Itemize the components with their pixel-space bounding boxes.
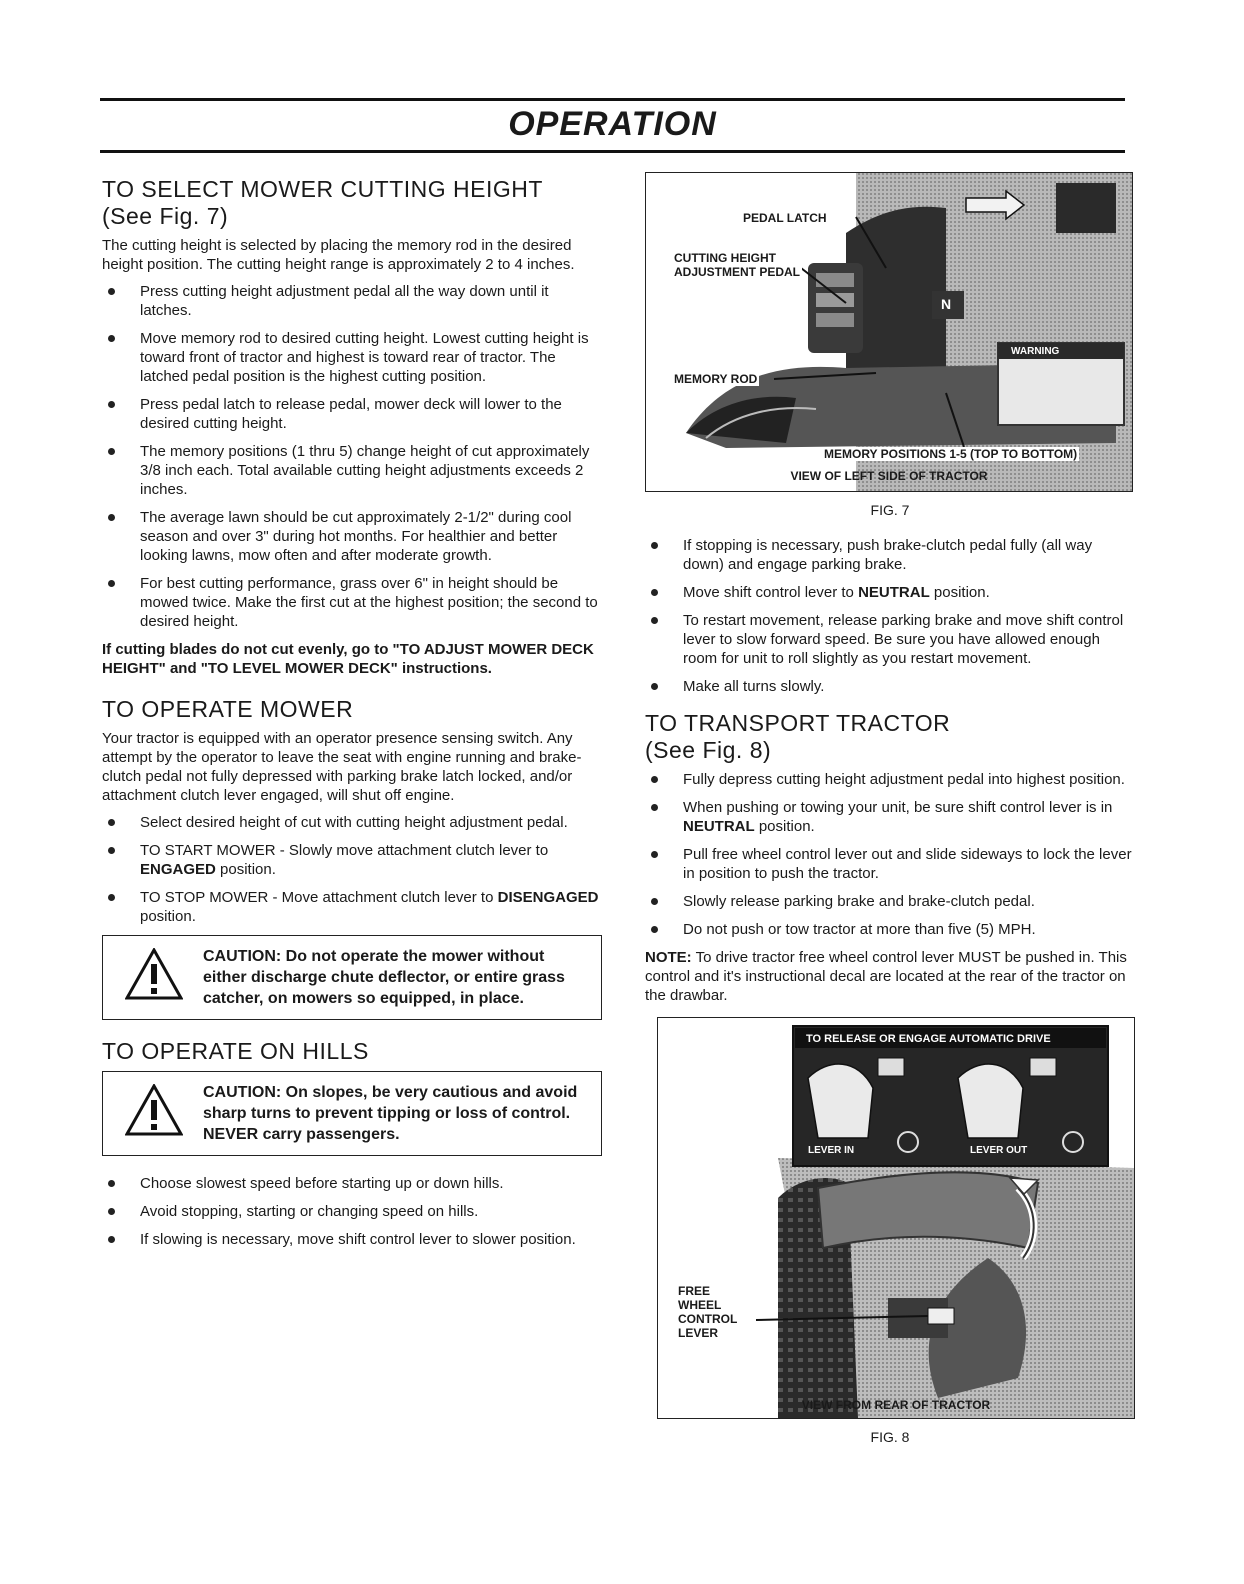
list-item: Make all turns slowly. [645, 677, 1135, 696]
list-item: If slowing is necessary, move shift control lever to slower position. [102, 1230, 602, 1249]
bullet-icon [108, 288, 115, 295]
fig8-label-view: VIEW FROM REAR OF TRACTOR [801, 1398, 991, 1412]
fig7-neutral-decal: N [941, 296, 952, 312]
list-item: Pull free wheel control lever out and slide sideways to lock the lever in position to push the tractor. [645, 845, 1135, 883]
fig8-figure [657, 1017, 1135, 1419]
bullet-icon [108, 580, 115, 587]
fig8-caption: FIG. 8 [870, 1429, 910, 1445]
transport-heading [645, 710, 1135, 764]
operate-mower-heading [102, 696, 602, 723]
bullet-icon [651, 804, 658, 811]
bullet-icon [651, 683, 658, 690]
fig8-illustration [658, 1018, 1134, 1418]
bullet-icon [108, 1208, 115, 1215]
bullet-icon [108, 401, 115, 408]
fig8-decal-title: TO RELEASE OR ENGAGE AUTOMATIC DRIVE [806, 1033, 1051, 1045]
cutting-height-list [102, 282, 602, 631]
transport-subtitle: (See Fig. 8) [645, 737, 772, 763]
fig7-label-memory-positions: MEMORY POSITIONS 1-5 (TOP TO BOTTOM) [824, 447, 1078, 461]
list-item: TO STOP MOWER - Move attachment clutch lever to DISENGAGED position. [102, 888, 602, 926]
bullet-icon [108, 819, 115, 826]
cutting-height-intro: The cutting height is selected by placing the memory rod in the desired height position. The cutting height range is approximately 2 to 4 inches. [102, 237, 575, 273]
hills-list [102, 1174, 602, 1249]
list-item: The memory positions (1 thru 5) change height of cut approximately 3/8 inch each. Total available cutting height adjustments exceeds 2 inches. [102, 442, 602, 499]
list-item: When pushing or towing your unit, be sure shift control lever is in NEUTRAL position. [645, 798, 1135, 836]
fig7-label-cutting-height: CUTTING HEIGHT ADJUSTMENT PEDAL [674, 251, 801, 279]
operate-mower-intro: Your tractor is equipped with an operator presence sensing switch. Any attempt by the operator to leave the seat with engine running and brake-clutch pedal not fully depressed with parking brake latch locked, and/or attachment clutch lever engaged, will shut off engine. [102, 730, 582, 804]
mower-caution-text: CAUTION: Do not operate the mower without either discharge chute deflector, or entire grass catcher, on mowers so equipped, in place. [203, 948, 565, 1007]
transport-title: TO TRANSPORT TRACTOR [645, 710, 951, 736]
warning-triangle-icon [125, 948, 183, 1000]
list-item: Choose slowest speed before starting up or down hills. [102, 1174, 602, 1193]
hills-title: TO OPERATE ON HILLS [102, 1038, 369, 1064]
list-item: Avoid stopping, starting or changing speed on hills. [102, 1202, 602, 1221]
fig8-label-free-wheel: FREE WHEEL CONTROL LEVER [678, 1284, 738, 1340]
bullet-icon [108, 335, 115, 342]
bullet-icon [108, 847, 115, 854]
bullet-icon [108, 894, 115, 901]
bullet-icon [651, 589, 658, 596]
list-item: Press pedal latch to release pedal, mower deck will lower to the desired cutting height. [102, 395, 602, 433]
list-item: Move memory rod to desired cutting height. Lowest cutting height is toward front of tractor and highest is toward rear of tractor. The latched pedal position is the highest cutting position. [102, 329, 602, 386]
header-rule-bottom [100, 150, 1125, 153]
fig7-label-memory-rod: MEMORY ROD [674, 372, 758, 386]
hills-heading [102, 1038, 602, 1065]
hills-caution-box [102, 1071, 602, 1156]
bullet-icon [651, 926, 658, 933]
mower-caution-box [102, 935, 602, 1020]
cutting-height-note: If cutting blades do not cut evenly, go to "TO ADJUST MOWER DECK HEIGHT" and "TO LEVEL MOWER DECK" instructions. [102, 641, 594, 677]
list-item: Slowly release parking brake and brake-clutch pedal. [645, 892, 1135, 911]
list-item: Select desired height of cut with cutting height adjustment pedal. [102, 813, 602, 832]
warning-triangle-icon [125, 1084, 183, 1136]
list-item: TO START MOWER - Slowly move attachment clutch lever to ENGAGED position. [102, 841, 602, 879]
list-item: Move shift control lever to NEUTRAL position. [645, 583, 1135, 602]
list-item: Press cutting height adjustment pedal all the way down until it latches. [102, 282, 602, 320]
transport-note: NOTE: To drive tractor free wheel control lever MUST be pushed in. This control and it's instructional decal are located at the rear of the tractor on the drawbar. [645, 949, 1127, 1004]
header-rule-top [100, 98, 1125, 101]
list-item: If stopping is necessary, push brake-clutch pedal fully (all way down) and engage parking brake. [645, 536, 1135, 574]
page-title: OPERATION [508, 105, 717, 143]
bullet-icon [651, 898, 658, 905]
fig8-lever-out-label: LEVER OUT [970, 1145, 1028, 1156]
fig7-label-pedal-latch: PEDAL LATCH [743, 211, 827, 225]
bullet-icon [651, 617, 658, 624]
list-item: Do not push or tow tractor at more than five (5) MPH. [645, 920, 1135, 939]
bullet-icon [651, 851, 658, 858]
fig7-illustration [646, 173, 1132, 491]
list-item: The average lawn should be cut approximately 2-1/2" during cool season and over 3" during hot months. For healthier and better looking lawns, mow often and after moderate growth. [102, 508, 602, 565]
bullet-icon [651, 542, 658, 549]
operate-mower-list [102, 813, 602, 926]
fig7-figure [645, 172, 1133, 492]
fig7-caption: FIG. 7 [870, 502, 910, 518]
bullet-icon [108, 448, 115, 455]
list-item: To restart movement, release parking brake and move shift control lever to slow forward speed. Be sure you have allowed enough room for unit to roll slightly as you restart movement. [645, 611, 1135, 668]
cutting-height-heading [102, 176, 602, 230]
left-column [102, 176, 602, 1258]
bullet-icon [108, 1236, 115, 1243]
list-item: Fully depress cutting height adjustment pedal into highest position. [645, 770, 1135, 789]
fig7-warning-decal: WARNING [1011, 346, 1060, 357]
bullet-icon [108, 1180, 115, 1187]
hills-caution-text: CAUTION: On slopes, be very cautious and avoid sharp turns to prevent tipping or loss of control. NEVER carry passengers. [203, 1084, 578, 1143]
cutting-height-subtitle: (See Fig. 7) [102, 203, 229, 229]
fig8-lever-in-label: LEVER IN [808, 1145, 855, 1156]
bullet-icon [108, 514, 115, 521]
hills-list-continued [645, 536, 1135, 696]
operate-mower-title: TO OPERATE MOWER [102, 696, 354, 722]
cutting-height-title: TO SELECT MOWER CUTTING HEIGHT [102, 176, 543, 202]
right-column [645, 172, 1135, 1445]
fig7-label-view: VIEW OF LEFT SIDE OF TRACTOR [790, 469, 988, 483]
transport-list [645, 770, 1135, 939]
bullet-icon [651, 776, 658, 783]
list-item: For best cutting performance, grass over 6" in height should be mowed twice. Make the first cut at the highest position; the second to desired height. [102, 574, 602, 631]
